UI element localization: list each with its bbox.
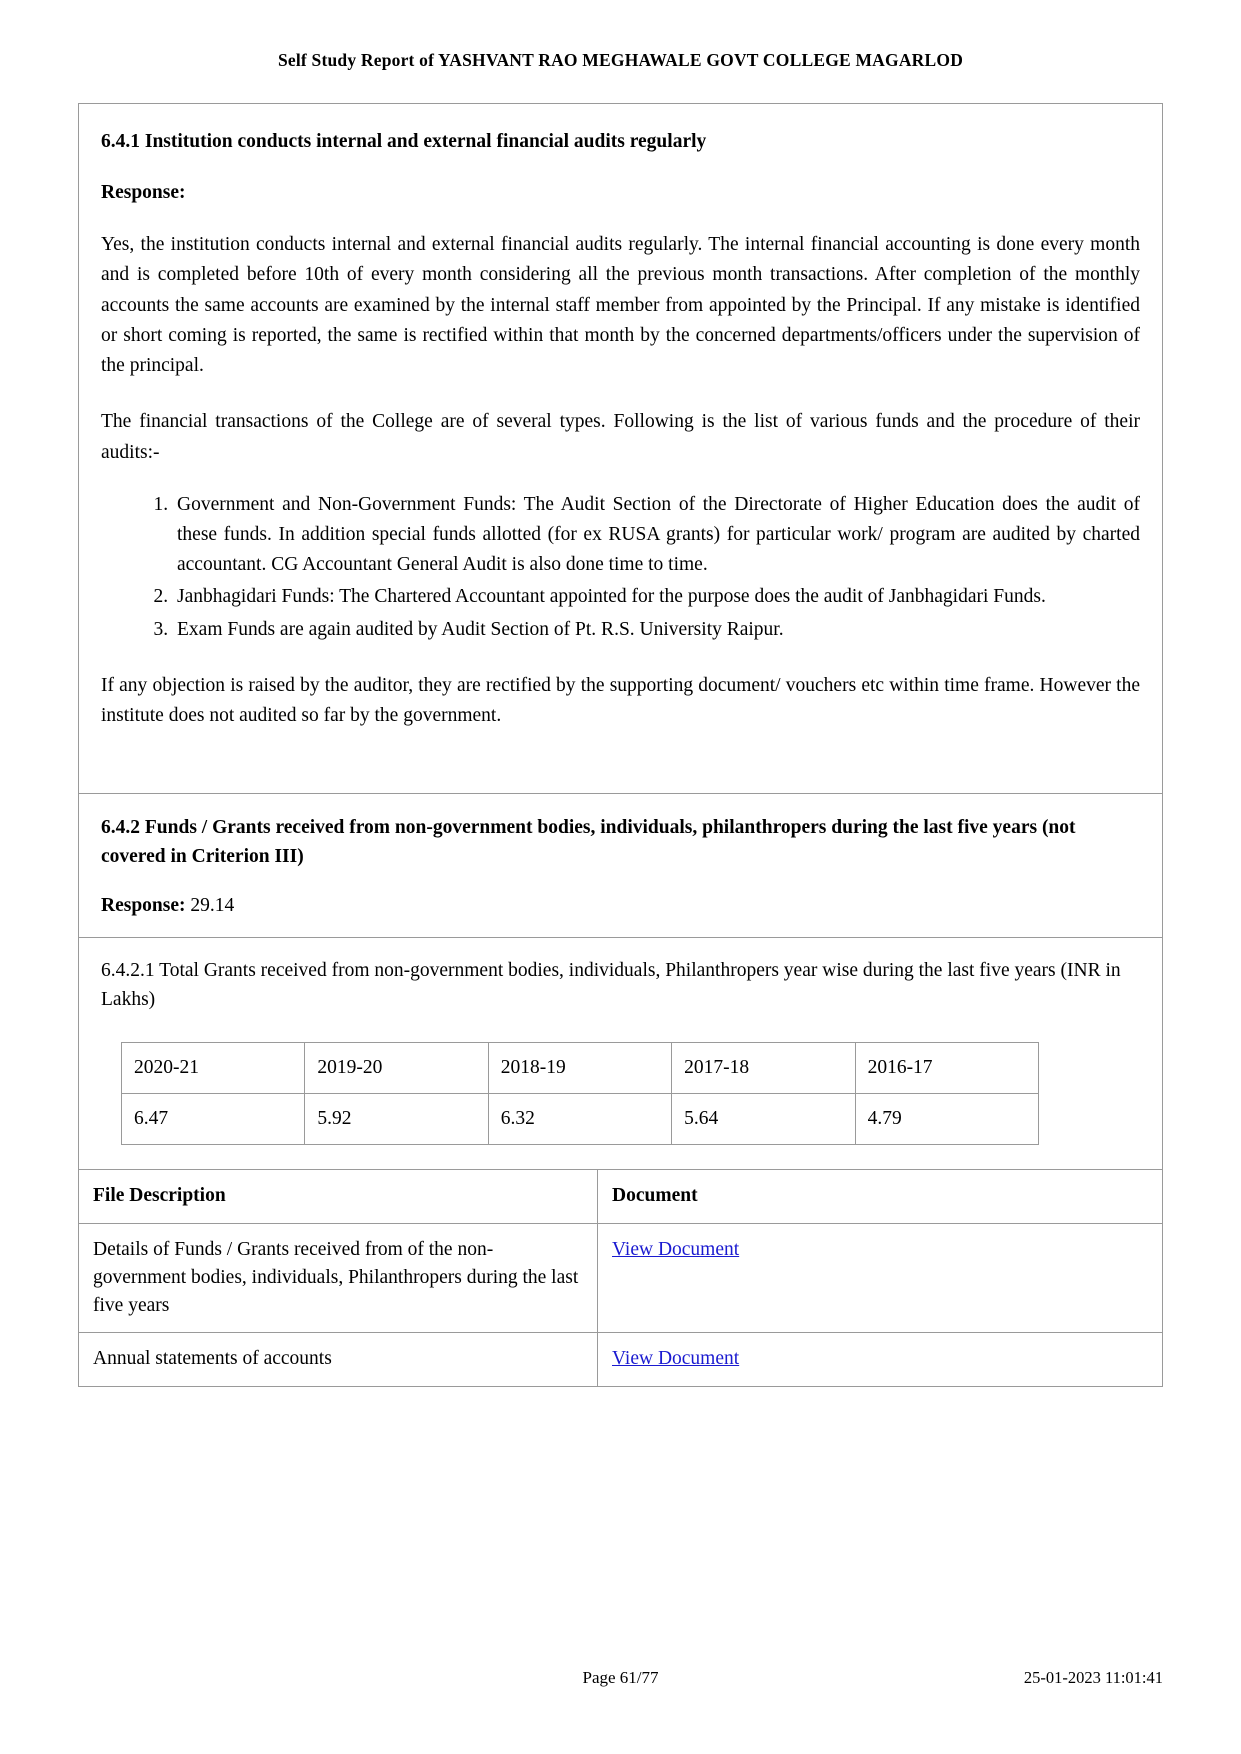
- table-cell-value: 5.92: [305, 1094, 488, 1145]
- paragraph-641-1: Yes, the institution conducts internal and external financial audits regularly. The internal financial accounting is done every month and is completed before 10th of every month considering all the previous month transactions. After completion of the monthly accounts the same accounts are examined by the internal staff member from appointed by the Principal. If any mistake is identified or short coming is reported, the same is rectified within that month by the concerned departments/officers under the supervision of the principal.: [101, 234, 1140, 377]
- table-cell-year: 2018-19: [488, 1043, 671, 1094]
- table-cell-value: 6.47: [122, 1094, 305, 1145]
- paragraph-641-2: The financial transactions of the College are of several types. Following is the list of various funds and the procedure of their audits:-: [101, 411, 1140, 463]
- section-spacer: [101, 731, 1140, 775]
- view-document-link[interactable]: View Document: [612, 1238, 740, 1260]
- funds-list: [101, 490, 1140, 645]
- table-row-years: [122, 1043, 1039, 1094]
- list-item: 2. Janbhagidari Funds: The Chartered Accountant appointed for the purpose does the audit of Janbhagidari Funds.: [173, 582, 1140, 612]
- table-row: [79, 1333, 1162, 1386]
- table-cell-value: 4.79: [855, 1094, 1038, 1145]
- timestamp: 25-01-2023 11:01:41: [1023, 1668, 1163, 1687]
- page-number: Page 61/77: [582, 1668, 659, 1687]
- table-cell-value: 6.32: [488, 1094, 671, 1145]
- subquestion-6421: 6.4.2.1 Total Grants received from non-government bodies, individuals, Philanthropers year wise during the last five years (INR in Lakhs): [101, 959, 1121, 1011]
- file-description-cell: Annual statements of accounts: [79, 1333, 598, 1386]
- list-item: 1. Government and Non-Government Funds: The Audit Section of the Directorate of Higher Education does the audit of these funds. In addition special funds allotted (for ex RUSA grants) for particular work/ program are audited by charted accountant. CG Accountant General Audit is also done time to time.: [173, 490, 1140, 581]
- section-6-4-1: [79, 104, 1162, 794]
- table-cell-year: 2016-17: [855, 1043, 1038, 1094]
- question-title-642: 6.4.2 Funds / Grants received from non-government bodies, individuals, philanthropers during the last five years (not covered in Criterion III): [101, 817, 1076, 867]
- table-cell-value: 5.64: [672, 1094, 855, 1145]
- table-header-row: [79, 1170, 1162, 1223]
- file-documents-table: [79, 1170, 1162, 1385]
- response-value-642: 29.14: [190, 894, 235, 916]
- question-title-641: 6.4.1 Institution conducts internal and external financial audits regularly: [101, 131, 707, 152]
- list-item: 3. Exam Funds are again audited by Audit Section of Pt. R.S. University Raipur.: [173, 615, 1140, 645]
- column-header-document: Document: [598, 1170, 1163, 1223]
- table-cell-year: 2017-18: [672, 1043, 855, 1094]
- page-header: Self Study Report of YASHVANT RAO MEGHAWALE GOVT COLLEGE MAGARLOD: [277, 50, 964, 70]
- table-cell-year: 2020-21: [122, 1043, 305, 1094]
- response-label-641: Response:: [101, 182, 186, 204]
- column-header-file-description: File Description: [79, 1170, 598, 1223]
- section-6-4-2-question: [79, 794, 1162, 938]
- section-files: [79, 1170, 1162, 1385]
- response-line-642: [101, 895, 1140, 917]
- document-cell: [598, 1333, 1163, 1386]
- table-cell-year: 2019-20: [305, 1043, 488, 1094]
- document-cell: [598, 1223, 1163, 1333]
- table-row: [79, 1223, 1162, 1333]
- content-frame: [78, 103, 1163, 1387]
- table-row-values: [122, 1094, 1039, 1145]
- paragraph-641-3: If any objection is raised by the auditor, they are rectified by the supporting document/ vouchers etc within time frame. However the institute does not audited so far by the government.: [101, 674, 1140, 727]
- response-label-642: Response:: [101, 894, 186, 916]
- section-6-4-2-1: [79, 938, 1162, 1171]
- grants-table: [121, 1042, 1039, 1145]
- view-document-link[interactable]: View Document: [612, 1348, 740, 1370]
- file-description-cell: Details of Funds / Grants received from of the non-government bodies, individuals, Philanthropers during the last five years: [79, 1223, 598, 1333]
